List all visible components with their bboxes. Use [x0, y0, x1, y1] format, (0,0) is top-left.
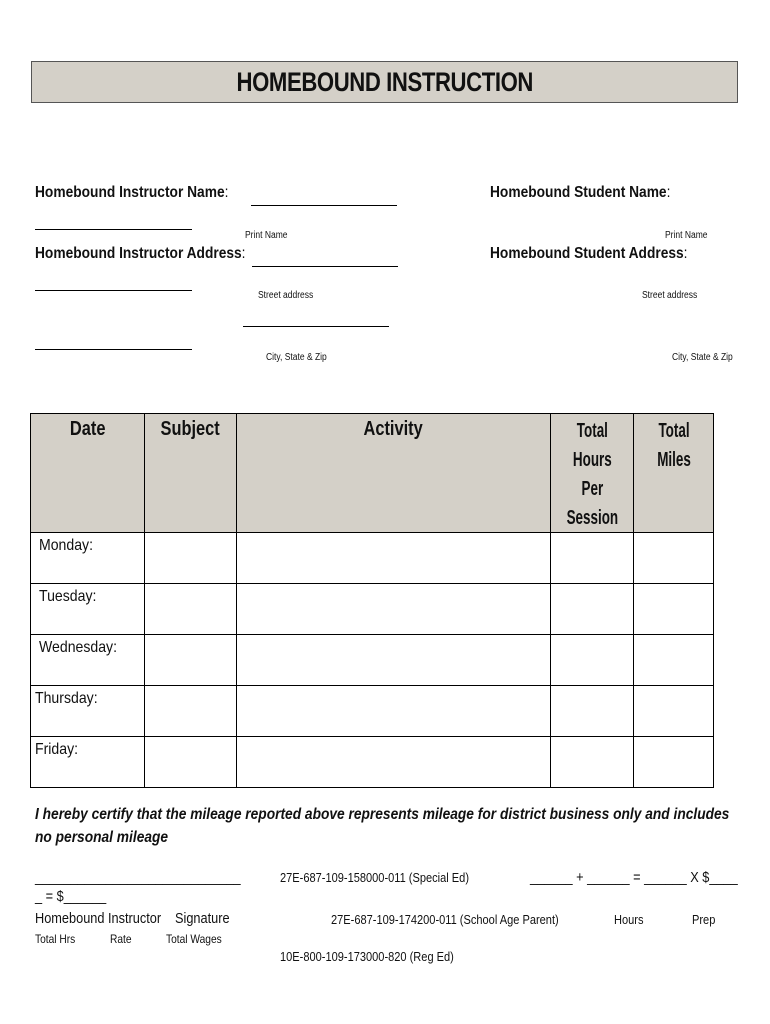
- instructor-street-hint: Street address: [258, 290, 314, 301]
- hours-cell[interactable]: [551, 533, 634, 584]
- activity-cell[interactable]: [236, 635, 550, 686]
- instructor-city-hint: City, State & Zip: [266, 352, 327, 363]
- instructor-address-line-1[interactable]: [252, 266, 398, 267]
- student-name-label: Homebound Student Name:: [490, 184, 671, 201]
- instructor-name-line-2[interactable]: [35, 229, 192, 230]
- signature-line[interactable]: _____________________________: [35, 869, 241, 886]
- header-subject: Subject: [144, 414, 236, 533]
- hours-cell[interactable]: [551, 737, 634, 788]
- activity-cell[interactable]: [236, 686, 550, 737]
- day-cell: Tuesday:: [31, 584, 145, 635]
- signature-label-1: Homebound Instructor: [35, 910, 162, 927]
- day-cell: Wednesday:: [31, 635, 145, 686]
- instructor-city-line-1[interactable]: [243, 326, 389, 327]
- hours-cell[interactable]: [551, 584, 634, 635]
- instructor-print-name-hint: Print Name: [245, 230, 288, 241]
- instructor-name-label: Homebound Instructor Name:: [35, 184, 229, 201]
- student-print-name-hint: Print Name: [665, 230, 708, 241]
- day-cell: Friday:: [31, 737, 145, 788]
- account-reg-ed: 10E-800-109-173000-820 (Reg Ed): [280, 949, 454, 964]
- signature-line-cont[interactable]: _ = $______: [35, 888, 107, 905]
- instructor-address-label: Homebound Instructor Address:: [35, 245, 246, 262]
- table-row: [31, 686, 714, 737]
- header-date: Date: [31, 414, 145, 533]
- day-cell: Monday:: [31, 533, 145, 584]
- day-cell: Thursday:: [31, 686, 145, 737]
- subject-cell[interactable]: [144, 584, 236, 635]
- subject-cell[interactable]: [144, 686, 236, 737]
- student-street-hint: Street address: [642, 290, 698, 301]
- hours-label: Hours: [614, 912, 644, 927]
- miles-cell[interactable]: [634, 584, 714, 635]
- activity-cell[interactable]: [236, 584, 550, 635]
- instructor-city-line-2[interactable]: [35, 349, 192, 350]
- miles-cell[interactable]: [634, 533, 714, 584]
- signature-label-2: Signature: [175, 910, 230, 927]
- student-address-row: [490, 245, 720, 263]
- header-activity: Activity: [236, 414, 550, 533]
- hours-cell[interactable]: [551, 686, 634, 737]
- table-row: [31, 737, 714, 788]
- total-hrs-label: Total Hrs: [35, 932, 76, 946]
- instructor-address-line-2[interactable]: [35, 290, 192, 291]
- table-row: [31, 533, 714, 584]
- account-special-ed: 27E-687-109-158000-011 (Special Ed): [280, 870, 470, 885]
- miles-cell[interactable]: [634, 686, 714, 737]
- student-city-hint: City, State & Zip: [672, 352, 733, 363]
- prep-label: Prep: [692, 912, 716, 927]
- miles-cell[interactable]: [634, 635, 714, 686]
- student-address-label: Homebound Student Address:: [490, 245, 688, 262]
- activity-cell[interactable]: [236, 737, 550, 788]
- subject-cell[interactable]: [144, 635, 236, 686]
- table-row: [31, 584, 714, 635]
- table-row: [31, 635, 714, 686]
- activity-cell[interactable]: [236, 533, 550, 584]
- certification-text: I hereby certify that the mileage reported above represents mileage for district business only and includes no personal mileage: [35, 806, 730, 846]
- instructor-name-line-1[interactable]: [251, 205, 397, 206]
- student-name-row: [490, 184, 700, 202]
- total-wages-label: Total Wages: [166, 932, 222, 946]
- hours-cell[interactable]: [551, 635, 634, 686]
- title-bar: [31, 61, 738, 103]
- header-total-hours: Total Hours Per Session: [551, 414, 634, 533]
- subject-cell[interactable]: [144, 533, 236, 584]
- instructor-name-row: [35, 184, 260, 202]
- rate-label: Rate: [110, 932, 132, 946]
- instructor-address-row: [35, 245, 280, 263]
- subject-cell[interactable]: [144, 737, 236, 788]
- miles-cell[interactable]: [634, 737, 714, 788]
- mileage-formula[interactable]: ______ + ______ = ______ X $____: [530, 869, 738, 886]
- account-school-age-parent: 27E-687-109-174200-011 (School Age Parent): [331, 912, 559, 927]
- table-header-row: [31, 414, 714, 533]
- page-title: HOMEBOUND INSTRUCTION: [236, 67, 533, 97]
- activity-table: [30, 413, 714, 788]
- header-total-miles: Total Miles: [634, 414, 714, 533]
